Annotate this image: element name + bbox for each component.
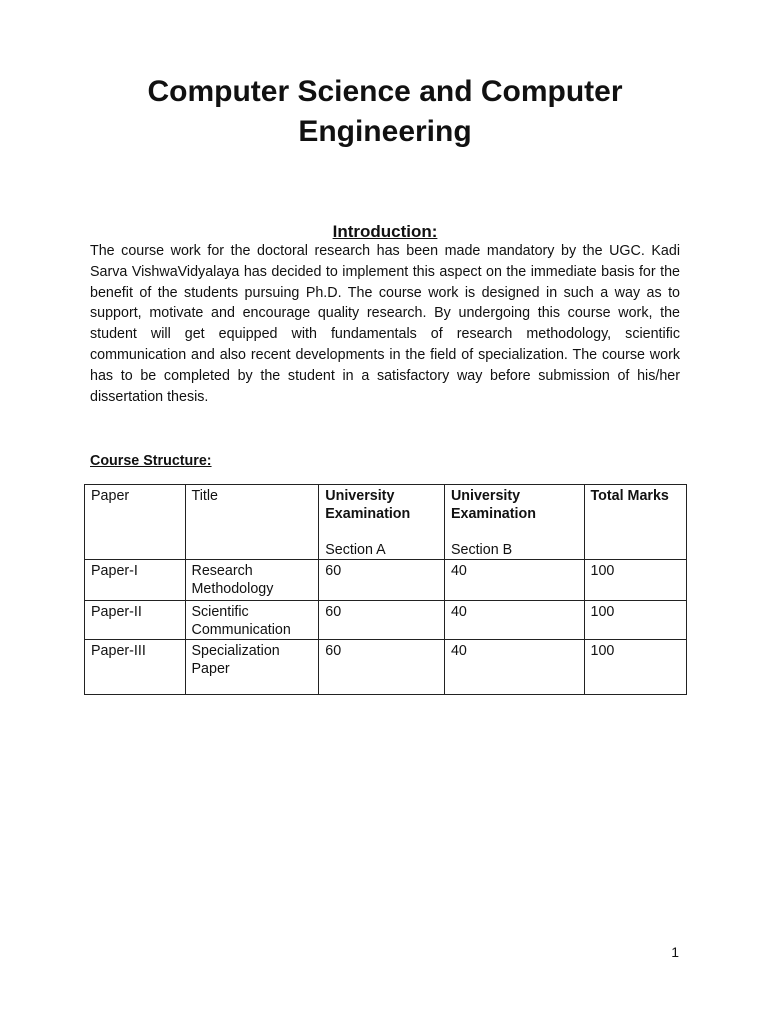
header-title: Title: [185, 485, 319, 560]
header-university-exam-b-label: University Examination: [450, 488, 536, 522]
cell-paper: Paper-I: [85, 560, 186, 601]
header-university-exam-a: [319, 485, 445, 560]
cell-paper: Paper-III: [85, 640, 186, 695]
course-structure-table: [84, 484, 687, 695]
page-number: 1: [671, 944, 679, 960]
cell-section-b: 40: [444, 601, 584, 640]
cell-title: Research Methodology: [185, 560, 319, 601]
header-section-a: Section A: [325, 542, 386, 558]
cell-section-a: 60: [319, 640, 445, 695]
cell-total: 100: [584, 560, 687, 601]
header-total-marks-label: Total Marks: [590, 488, 669, 504]
cell-section-b: 40: [444, 560, 584, 601]
header-section-b: Section B: [450, 542, 513, 558]
introduction-heading: Introduction:: [332, 222, 438, 241]
page-title-line-1: Computer Science and Computer: [147, 75, 623, 108]
header-university-exam-b: [444, 485, 584, 560]
header-paper: Paper: [85, 485, 186, 560]
cell-section-a: 60: [319, 601, 445, 640]
table-row: [85, 601, 687, 640]
cell-total: 100: [584, 640, 687, 695]
cell-title: Specialization Paper: [185, 640, 319, 695]
table-row: [85, 560, 687, 601]
cell-section-b: 40: [444, 640, 584, 695]
cell-section-a: 60: [319, 560, 445, 601]
introduction-paragraph: The course work for the doctoral research has been made mandatory by the UGC. Kadi Sarva VishwaVidyalaya has decided to implement this aspect on the immediate basis for the benefit of the students pursuing Ph.D. The course work is designed in such a way as to support, motivate and encourage quality research. By undergoing this course work, the student will get equipped with fundamentals of research methodology, scientific communication and also recent developments in the field of specialization. The course work has to be completed by the student in a satisfactory way before submission of his/her dissertation thesis.: [90, 243, 680, 405]
header-total-marks: [584, 485, 687, 560]
table-header-row: [85, 485, 687, 560]
course-structure-heading: Course Structure:: [90, 453, 212, 469]
table-row: [85, 640, 687, 695]
page-title: [0, 72, 770, 152]
cell-paper: Paper-II: [85, 601, 186, 640]
page-title-line-2: Engineering: [298, 115, 472, 148]
cell-title: Scientific Communication: [185, 601, 319, 640]
cell-total: 100: [584, 601, 687, 640]
header-university-exam-a-label: University Examination: [325, 488, 411, 522]
